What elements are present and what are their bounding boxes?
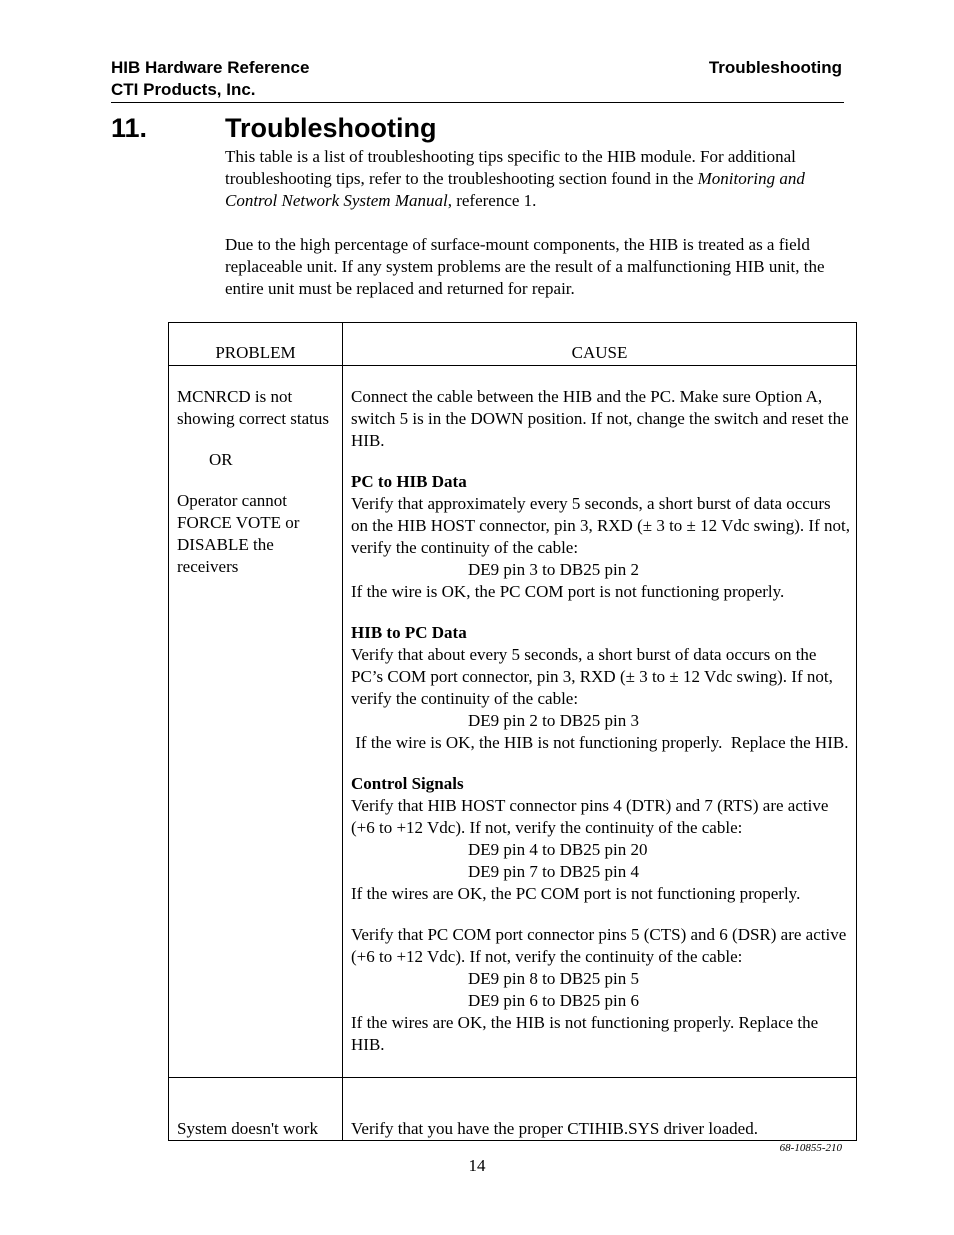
- hib-to-pc-heading: HIB to PC Data: [351, 623, 467, 642]
- table-row: [169, 1078, 857, 1141]
- control-signals-block: [351, 773, 850, 905]
- problem-or: OR: [209, 450, 233, 469]
- document-number: 68-10855-210: [779, 1142, 842, 1154]
- problem-cell: [169, 366, 343, 1078]
- cts-dsr-text: Verify that PC COM port connector pins 5 (CTS) and 6 (DSR) are active (+6 to +12 Vdc). If not, verify the continuity of the cable:: [351, 925, 847, 966]
- intro-text-2: Due to the high percentage of surface-mount components, the HIB is treated as a field replaceable unit. If any system problems are the result of a malfunctioning HIB unit, the entire unit must be replaced and returned for repair.: [225, 235, 825, 298]
- pc-to-hib-text: Verify that approximately every 5 seconds, a short burst of data occurs on the HIB HOST connector, pin 3, RXD (± 3 to ± 12 Vdc swing). If not, verify the continuity of the cable:: [351, 494, 850, 557]
- cts-dsr-pin-1: DE9 pin 8 to DB25 pin 5: [468, 969, 639, 988]
- header-cause: CAUSE: [343, 323, 857, 366]
- intro-paragraph-1: [225, 146, 845, 212]
- hib-to-pc-pin: DE9 pin 2 to DB25 pin 3: [468, 711, 639, 730]
- section-title: Troubleshooting: [225, 113, 437, 143]
- problem-cell: System doesn't work: [169, 1078, 343, 1141]
- page-number: 14: [468, 1156, 486, 1175]
- cts-dsr-result: If the wires are OK, the HIB is not functioning properly. Replace the HIB.: [351, 1013, 819, 1054]
- control-signals-pin-2: DE9 pin 7 to DB25 pin 4: [468, 862, 639, 881]
- problem-force-vote: Operator cannot FORCE VOTE or DISABLE the receivers: [177, 491, 300, 576]
- cause-intro: Connect the cable between the HIB and the PC. Make sure Option A, switch 5 is in the DOWN position. If not, change the switch and reset the HIB.: [351, 387, 849, 450]
- cause-cell: Verify that you have the proper CTIHIB.SYS driver loaded.: [343, 1078, 857, 1141]
- header-problem: PROBLEM: [169, 323, 343, 366]
- header-doc-title: HIB Hardware Reference: [111, 58, 310, 77]
- running-header-left: [111, 57, 309, 101]
- pc-to-hib-heading: PC to HIB Data: [351, 472, 467, 491]
- intro-paragraph-2: [225, 234, 845, 300]
- header-company: CTI Products, Inc.: [111, 80, 256, 99]
- pc-to-hib-result: If the wire is OK, the PC COM port is not functioning properly.: [351, 582, 785, 601]
- problem-status: MCNRCD is not showing correct status: [177, 387, 330, 428]
- table-row: [169, 366, 857, 1078]
- table-header-row: [169, 323, 857, 366]
- troubleshooting-table: [168, 322, 857, 1141]
- control-signals-pin-1: DE9 pin 4 to DB25 pin 20: [468, 840, 648, 859]
- cts-dsr-pin-2: DE9 pin 6 to DB25 pin 6: [468, 991, 639, 1010]
- header-section-name: Troubleshooting: [708, 58, 842, 77]
- hib-to-pc-text: Verify that about every 5 seconds, a short burst of data occurs on the PC’s COM port connector, pin 3, RXD (± 3 to ± 12 Vdc swing). If not, verify the continuity of the cable:: [351, 645, 833, 708]
- cause-cell: [343, 366, 857, 1078]
- intro-text-b: , reference 1.: [447, 191, 537, 210]
- section-number: 11.: [111, 113, 148, 143]
- cts-dsr-block: [351, 924, 850, 1056]
- pc-to-hib-block: [351, 471, 850, 603]
- control-signals-result: If the wires are OK, the PC COM port is not functioning properly.: [351, 884, 801, 903]
- hib-to-pc-block: [351, 622, 850, 754]
- manual-reference: Monitoring and Control Network System Manual: [225, 169, 805, 210]
- pc-to-hib-pin: DE9 pin 3 to DB25 pin 2: [468, 560, 639, 579]
- intro-text-a: This table is a list of troubleshooting tips specific to the HIB module. For additional troubleshooting tips, refer to the troubleshooting section found in the: [225, 147, 796, 188]
- hib-to-pc-result: If the wire is OK, the HIB is not functioning properly. Replace the HIB.: [351, 733, 849, 752]
- header-rule: [111, 102, 844, 103]
- control-signals-heading: Control Signals: [351, 774, 464, 793]
- control-signals-text: Verify that HIB HOST connector pins 4 (DTR) and 7 (RTS) are active (+6 to +12 Vdc). If not, verify the continuity of the cable:: [351, 796, 829, 837]
